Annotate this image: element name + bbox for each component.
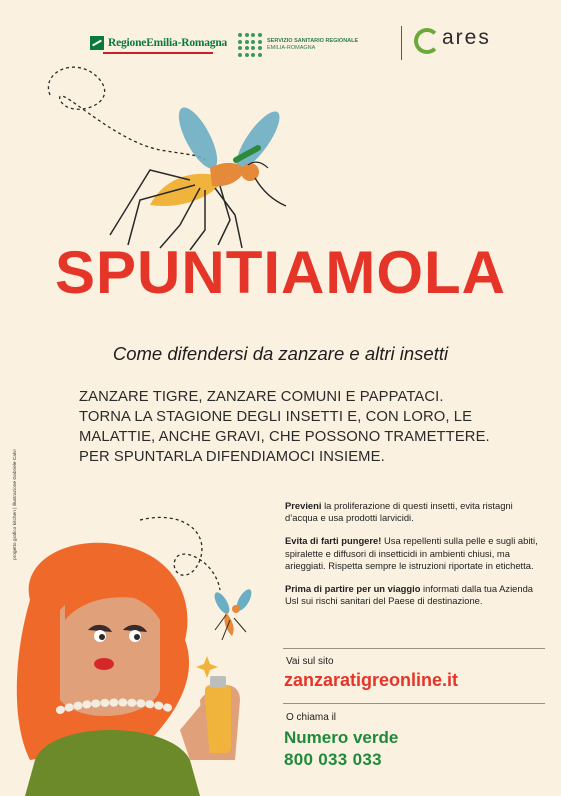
ssr-line1: SERVIZIO SANITARIO REGIONALE bbox=[267, 38, 359, 44]
poster-subtitle: Come difendersi da zanzare e altri insetti bbox=[112, 343, 449, 364]
divider bbox=[283, 648, 545, 649]
intro-line: MALATTIE, ANCHE GRAVI, CHE POSSONO TRAMETTERE. bbox=[79, 429, 490, 445]
ares-wordmark: ares bbox=[442, 26, 491, 49]
numero-verde-label: Numero verde bbox=[284, 728, 399, 747]
divider bbox=[283, 703, 545, 704]
tip-title: Prima di partire per un viaggio bbox=[285, 583, 421, 595]
website-link[interactable]: zanzaratigreonline.it bbox=[284, 670, 459, 690]
tip-item bbox=[285, 583, 547, 607]
tip-text: informati dalla tua Azienda Usl sui rischi sanitari del Paese di destinazione. bbox=[285, 583, 534, 607]
tip-item bbox=[285, 535, 547, 572]
tip-item bbox=[285, 500, 547, 524]
poster-title: SPUNTIAMOLA bbox=[55, 239, 506, 306]
phone-number-link[interactable]: 800 033 033 bbox=[284, 750, 382, 769]
call-prefix: O chiama il bbox=[286, 712, 337, 723]
intro-line: ZANZARE TIGRE, ZANZARE COMUNI E PAPPATACI. bbox=[79, 389, 444, 405]
ssr-line2: EMILIA-ROMAGNA bbox=[267, 45, 316, 51]
intro-line: TORNA LA STAGIONE DEGLI INSETTI E, CON LORO, LE bbox=[79, 409, 473, 425]
intro-line: PER SPUNTARLA DIFENDIAMOCI INSIEME. bbox=[79, 449, 385, 465]
tip-text: la proliferazione di questi insetti, evita ristagni d’acqua e usa prodotti larvicidi. bbox=[285, 500, 513, 524]
woman-illustration bbox=[17, 543, 240, 796]
tip-text: Usa repellenti sulla pelle e sugli abiti, spiralette e diffusori di insetticidi in ambienti chiusi, ma arieggiati. Rispetta sempre le istruzioni riportate in etichetta. bbox=[285, 535, 538, 571]
small-mosquito-illustration bbox=[212, 587, 255, 640]
big-mosquito-illustration bbox=[110, 102, 287, 250]
tip-title: Previeni bbox=[285, 500, 322, 511]
tip-title: Evita di farti pungere! bbox=[285, 535, 382, 547]
regione-logo-text: RegioneEmilia-Romagna bbox=[108, 37, 228, 49]
tips-section bbox=[285, 500, 547, 618]
site-prefix: Vai sul sito bbox=[286, 656, 334, 667]
credits-text: progetto grafico kitchen | illustrazione Gabriele Calvi bbox=[13, 449, 18, 560]
intro-text bbox=[79, 387, 509, 467]
